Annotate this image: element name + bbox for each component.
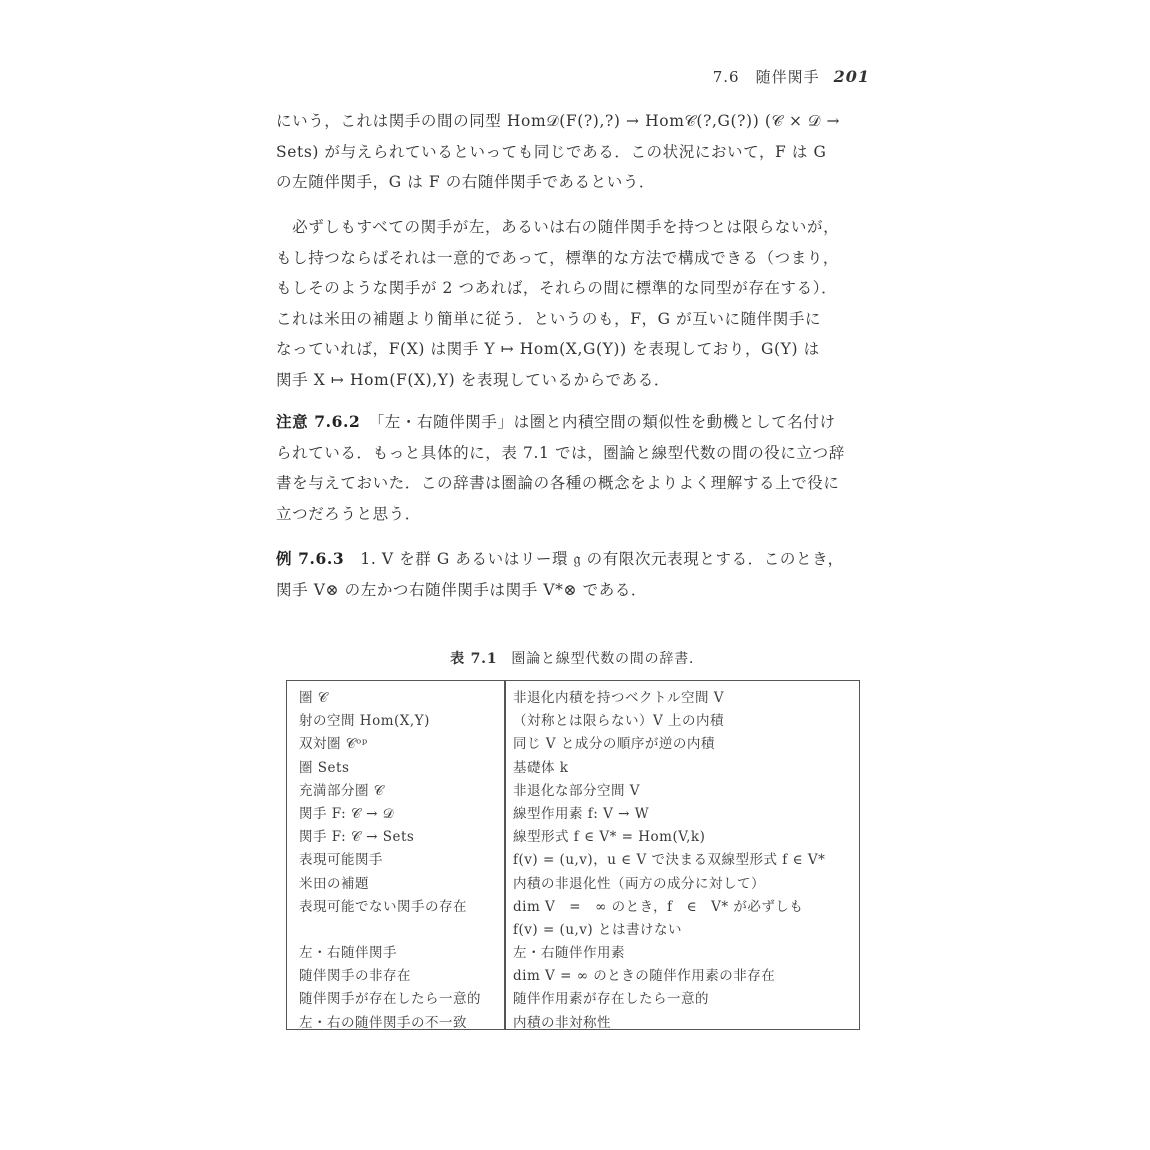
paragraph-uniqueness — [276, 212, 878, 395]
table-cell: 随伴関手が存在したら一意的 — [299, 991, 481, 1008]
text-line — [276, 544, 878, 575]
table-cell: 充満部分圏 𝒞 — [299, 782, 385, 799]
table-cell: 圏 𝒞 — [299, 690, 329, 706]
table-cell: 線型作用素 f: V → W — [513, 805, 650, 822]
table-cell: 随伴関手の非存在 — [299, 968, 411, 985]
table-cell: 関手 F: 𝒞 → 𝒟 — [299, 805, 395, 822]
text-line: 書を与えておいた．この辞書は圏論の各種の概念をよりよく理解する上で役に — [276, 474, 840, 492]
table-cell: 左・右の随伴関手の不一致 — [299, 1014, 467, 1031]
table-cell: f(v) = (u,v) とは書けない — [513, 921, 682, 938]
table-cell: 圏 Sets — [299, 759, 350, 776]
dictionary-table — [286, 680, 860, 1030]
remark-7-6-2 — [276, 407, 878, 529]
page-number: 201 — [833, 67, 870, 86]
text-line: 関手 X ↦ Hom(F(X),Y) を表現しているからである． — [276, 370, 670, 389]
table-cell: f(v) = (u,v)，u ∈ V で決まる双線型形式 f ∈ V* — [513, 852, 826, 869]
table-cell: 左・右随伴関手 — [299, 945, 397, 962]
example-label: 例 7.6.3 — [276, 549, 345, 568]
table-cell: 基礎体 k — [513, 759, 569, 776]
text-line: もし持つならばそれは一意的であって，標準的な方法で構成できる（つまり， — [276, 248, 840, 267]
text-line: なっていれば，F(X) は関手 Y ↦ Hom(X,G(Y)) を表現しており，G(Y) は — [276, 340, 820, 358]
table-cell: 双対圏 𝒞ᵒᵖ — [299, 736, 368, 753]
table-caption — [276, 648, 878, 668]
table-cell: （対称とは限らない）V 上の内積 — [513, 713, 725, 730]
table-cell: 米田の補題 — [299, 875, 369, 892]
text-span: 「左・右随伴関手」は圏と内積空間の類似性を動機として名付け — [376, 413, 836, 431]
table-cell — [299, 919, 499, 942]
text-line: の左随伴関手，G は F の右随伴関手であるという． — [276, 173, 656, 191]
running-head — [700, 66, 870, 87]
column-divider — [504, 681, 506, 1029]
table-cell: 左・右随伴作用素 — [513, 945, 625, 962]
table-cell: 非退化内積を持つベクトル空間 V — [513, 690, 725, 706]
table-cell: 表現可能関手 — [299, 852, 383, 869]
text-line: これは米田の補題より簡単に従う．というのも，F，G が互いに随伴関手に — [276, 309, 822, 328]
table-cell: dim V = ∞ のとき，f ∈ V* が必ずしも — [513, 898, 804, 915]
table-cell: dim V = ∞ のときの随伴作用素の非存在 — [513, 968, 776, 985]
table-column-category-theory — [299, 687, 499, 1035]
text-line: にいう，これは関手の間の同型 Hom𝒟(F(?),?) → Hom𝒞(?,G(?)) (𝒞 × 𝒟 → — [276, 112, 841, 130]
table-caption-text: 圏論と線型代数の間の辞書． — [511, 651, 704, 667]
text-line — [276, 407, 878, 438]
table-cell: 随伴作用素が存在したら一意的 — [513, 991, 709, 1008]
text-line: 関手 V⊗ の左かつ右随伴関手は関手 V*⊗ である． — [276, 580, 648, 599]
text-line: 必ずしもすべての関手が左，あるいは右の随伴関手を持つとは限らないが， — [276, 218, 840, 236]
text-line: 立つだろうと思う． — [276, 504, 421, 523]
table-cell: 射の空間 Hom(X,Y) — [299, 713, 430, 730]
example-7-6-3 — [276, 544, 878, 605]
text-line: られている．もっと具体的に，表 7.1 では，圏論と線型代数の間の役に立つ辞 — [276, 443, 845, 462]
table-cell: 同じ V と成分の順序が逆の内積 — [513, 736, 715, 753]
table-cell: 線型形式 f ∈ V* = Hom(V,k) — [513, 829, 706, 846]
table-cell: 内積の非対称性 — [513, 1014, 611, 1031]
table-cell: 非退化な部分空間 V — [513, 782, 641, 799]
section-title: 7.6 随伴関手 — [712, 68, 820, 86]
table-cell: 関手 F: 𝒞 → Sets — [299, 829, 415, 846]
paragraph-adjunction-definition — [276, 106, 878, 198]
table-caption-label: 表 7.1 — [450, 651, 498, 667]
text-line: Sets) が与えられているといっても同じである．この状況において，F は G — [276, 142, 827, 161]
remark-label: 注意 7.6.2 — [276, 412, 361, 431]
table-column-linear-algebra — [513, 687, 857, 1035]
text-line: もしそのような関手が 2 つあれば，それらの間に標準的な同型が存在する）． — [276, 279, 838, 297]
table-cell: 内積の非退化性（両方の成分に対して） — [513, 875, 765, 892]
text-span: 1. V を群 G あるいはリー環 𝔤 の有限次元表現とする．このとき， — [360, 550, 844, 568]
table-cell: 表現可能でない関手の存在 — [299, 898, 467, 915]
